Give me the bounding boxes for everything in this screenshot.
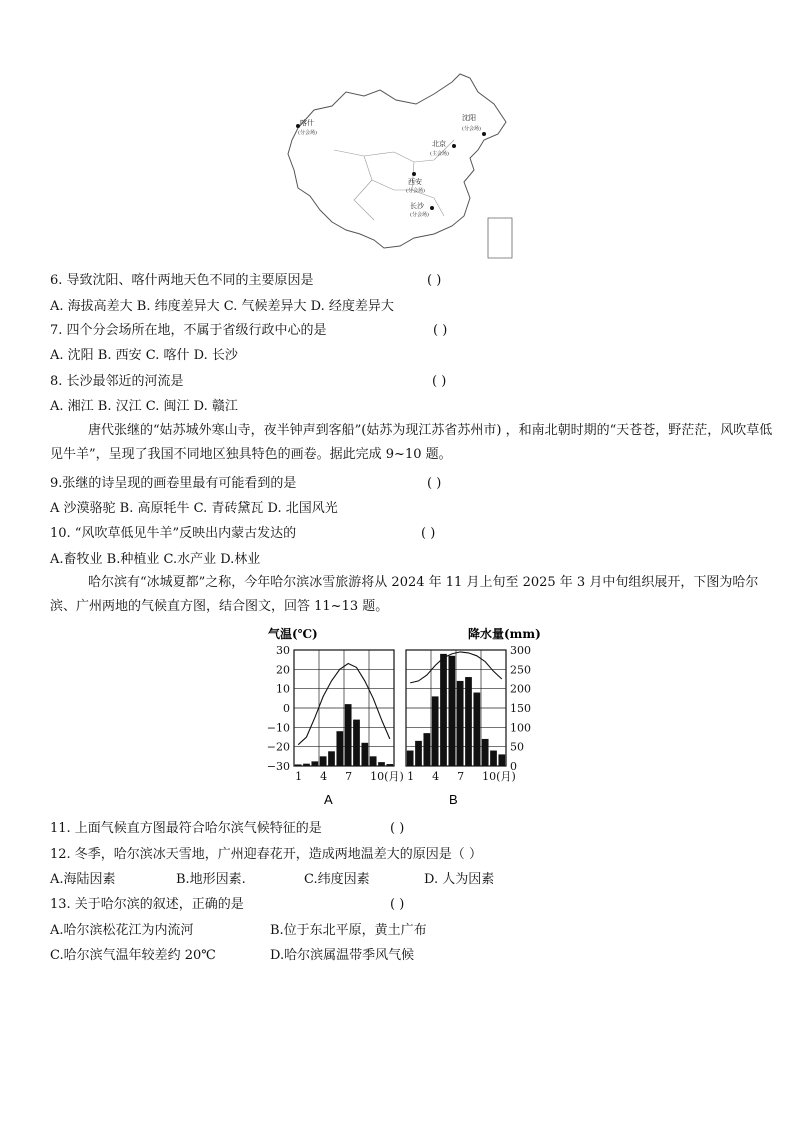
- precip-bar: [465, 677, 472, 766]
- precip-bar: [448, 656, 455, 766]
- precip-tick-label: 100: [510, 721, 531, 735]
- changsha-label: 长沙: [410, 202, 424, 210]
- passage-harbin: 哈尔滨有“冰城夏都”之称，今年哈尔滨冰雪旅游将从 2024 年 11 月上旬至 2025 年 3 月中旬组织展开，下图为哈尔滨、广州两地的气候直方图，结合图文，回答 11~13 题。: [50, 575, 759, 614]
- temp-axis-title: 气温(℃): [268, 627, 318, 641]
- precip-bar: [415, 741, 422, 766]
- q7-stem: 7. 四个分会场所在地，不属于省级行政中心的是: [50, 323, 327, 338]
- temp-tick-label: 20: [276, 663, 290, 677]
- q12-stem: 12. 冬季，哈尔滨冰天雪地，广州迎春花开，造成两地温差大的原因是（ ）: [50, 847, 482, 862]
- precip-bar: [423, 733, 430, 766]
- precip-bar: [386, 764, 393, 766]
- q11-bracket: ( ): [390, 821, 405, 836]
- q9-stem: 9.张继的诗呈现的画卷里最有可能看到的是: [50, 476, 297, 491]
- temp-tick-label: 10: [276, 682, 290, 696]
- kashgar-note: (分会场): [298, 130, 317, 136]
- precip-bar: [440, 654, 447, 766]
- climate-chart-a: [267, 644, 404, 783]
- precip-tick-label: 200: [510, 682, 531, 696]
- xian-dot: [412, 172, 416, 176]
- q13-option-a: A.哈尔滨松花江为内流河: [50, 923, 194, 938]
- q13-option-d: D.哈尔滨属温带季风气候: [270, 948, 415, 963]
- china-outline: [288, 74, 506, 248]
- temp-tick-label: 30: [276, 644, 290, 657]
- q13-bracket: ( ): [390, 897, 405, 912]
- x-tick-label: 4: [320, 770, 328, 783]
- climate-chart-b: [406, 644, 531, 783]
- precip-tick-label: 300: [510, 644, 531, 657]
- shenyang-note: (分会场): [462, 126, 481, 132]
- temp-tick-label: −20: [266, 740, 290, 754]
- precip-bar: [457, 681, 464, 766]
- precip-bar: [311, 761, 318, 766]
- precip-tick-label: 150: [510, 702, 531, 715]
- shenyang-dot: [482, 132, 486, 136]
- precip-bar: [361, 743, 368, 766]
- changsha-note: (分会场): [410, 212, 429, 218]
- x-tick-label: 4: [432, 770, 440, 783]
- changsha-dot: [430, 206, 434, 210]
- q6-bracket: ( ): [427, 273, 442, 288]
- q12-option-b: B.地形因素.: [176, 872, 246, 887]
- q9-bracket: ( ): [427, 476, 442, 491]
- passage-zhangji: 唐代张继的“姑苏城外寒山寺，夜半钟声到客船”(姑苏为现江苏省苏州市) ，和南北朝时期的“天苍苍，野茫茫，风吹草低见牛羊”，呈现了我国不同地区独具特色的画卷。据此完成 9~10 题。: [50, 423, 773, 462]
- precip-bar: [295, 764, 302, 766]
- q7-bracket: ( ): [433, 323, 448, 338]
- climate-charts: [262, 622, 542, 812]
- q11-stem: 11. 上面气候直方图最符合哈尔滨气候特征的是: [50, 821, 322, 836]
- q13-stem: 13. 关于哈尔滨的叙述，正确的是: [50, 897, 244, 912]
- q12-option-a: A.海陆因素: [50, 872, 116, 887]
- q8-stem: 8. 长沙最邻近的河流是: [50, 374, 184, 389]
- q12-option-c: C.纬度因素: [304, 872, 370, 887]
- precip-bar: [432, 696, 439, 766]
- beijing-label: 北京: [432, 140, 446, 148]
- shenyang-label: 沈阳: [462, 114, 476, 122]
- q8-bracket: ( ): [432, 374, 447, 389]
- xian-label: 西安: [408, 178, 422, 186]
- precip-tick-label: 0: [510, 760, 517, 773]
- x-tick-label: 7: [457, 770, 465, 783]
- precip-bar: [378, 762, 385, 766]
- precip-axis-title: 降水量(mm): [468, 627, 541, 641]
- x-tick-label: 10(月): [482, 770, 516, 783]
- q10-stem: 10. “风吹草低见牛羊”反映出内蒙古发达的: [50, 526, 297, 541]
- q10-options: A.畜牧业 B.种植业 C.水产业 D.林业: [50, 552, 261, 567]
- chart-a-label: A: [324, 792, 333, 807]
- precip-bar: [353, 720, 360, 766]
- x-tick-label: 7: [345, 770, 353, 783]
- q10-bracket: ( ): [421, 526, 436, 541]
- q13-option-b: B.位于东北平原，黄土广布: [270, 923, 427, 938]
- precip-tick-label: 250: [510, 663, 531, 677]
- precip-bar: [328, 751, 335, 766]
- precip-bar: [303, 764, 310, 766]
- precip-bar: [498, 754, 505, 766]
- q6-stem: 6. 导致沈阳、喀什两地天色不同的主要原因是: [50, 273, 314, 288]
- precip-bar: [490, 751, 497, 766]
- q8-options: A. 湘江 B. 汉江 C. 闽江 D. 赣江: [50, 399, 238, 414]
- precip-bar: [407, 751, 414, 766]
- precip-bar: [320, 756, 327, 766]
- x-tick-label: 1: [295, 770, 303, 783]
- beijing-note: (主会场): [430, 151, 449, 157]
- q12-option-d: D. 人为因素: [424, 872, 495, 887]
- precip-bar: [473, 693, 480, 766]
- kashgar-label: 喀什: [300, 119, 314, 127]
- temp-tick-label: 0: [283, 702, 290, 715]
- q13-option-c: C.哈尔滨气温年较差约 20℃: [50, 948, 216, 963]
- x-tick-label: 10(月): [370, 770, 404, 783]
- chart-b-label: B: [449, 792, 458, 807]
- precip-bar: [336, 731, 343, 766]
- xian-note: (分会场): [406, 188, 425, 194]
- temp-tick-label: −10: [266, 721, 290, 735]
- q7-options: A. 沈阳 B. 西安 C. 喀什 D. 长沙: [50, 348, 238, 363]
- china-map: [284, 70, 516, 262]
- precip-bar: [370, 756, 377, 766]
- precip-bar: [345, 704, 352, 766]
- beijing-dot: [452, 144, 456, 148]
- precip-bar: [482, 739, 489, 766]
- south-china-sea-box: [488, 218, 512, 258]
- precip-tick-label: 50: [510, 740, 524, 754]
- x-tick-label: 1: [407, 770, 415, 783]
- temp-tick-label: −30: [266, 760, 290, 773]
- q9-options: A 沙漠骆驼 B. 高原牦牛 C. 青砖黛瓦 D. 北国风光: [50, 501, 338, 516]
- q6-options: A. 海拔高差大 B. 纬度差异大 C. 气候差异大 D. 经度差异大: [50, 299, 394, 314]
